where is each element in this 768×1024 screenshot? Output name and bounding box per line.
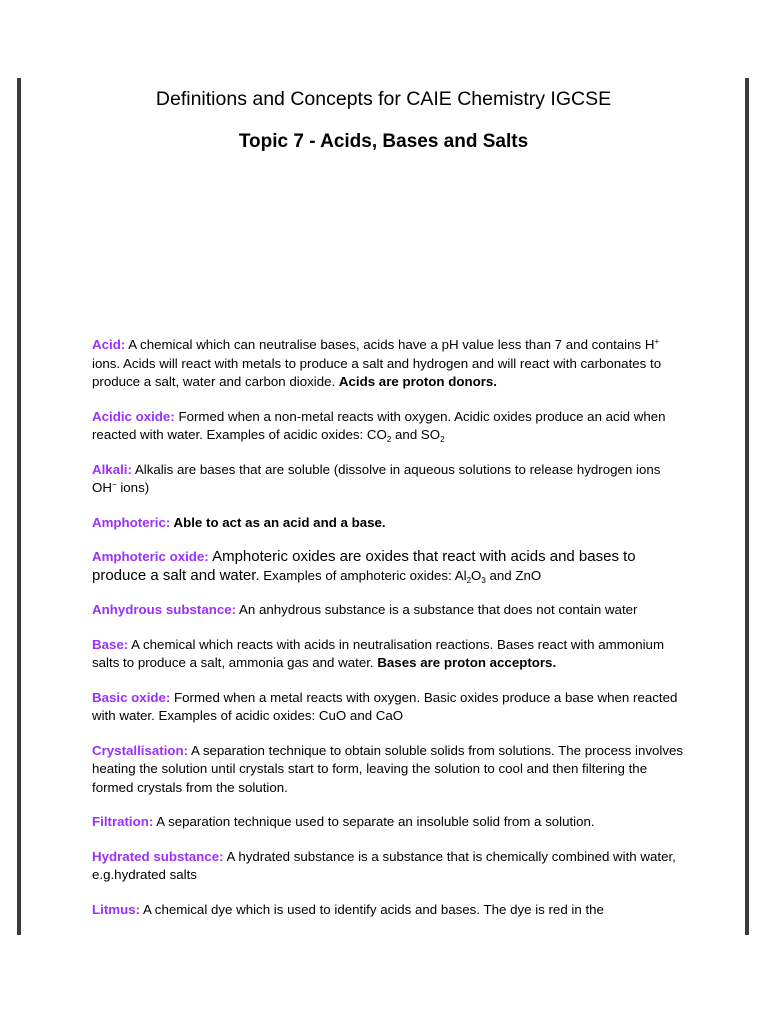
definition-acid: Acid: A chemical which can neutralise bases, acids have a pH value less than 7 and contains H+ ions. Acids will react with metals to produce a salt and hydrogen and will react with carbonates to produce a salt, water and carbon dioxide. Acids are proton donors. (92, 337, 662, 389)
definition-amphoteric: Amphoteric: Able to act as an acid and a base. (92, 514, 386, 530)
term-litmus: Litmus: (92, 901, 141, 917)
term-anhydrous-substance: Anhydrous substance: (92, 602, 237, 617)
definition-hydrated-substance: Hydrated substance: A hydrated substance is a substance that is chemically combined with water, e.g.hydrated salts (92, 848, 676, 882)
term-alkali: Alkali: (92, 461, 132, 477)
term-acidic-oxide: Acidic oxide: (92, 408, 175, 424)
document-page (22, 0, 745, 1024)
term-filtration: Filtration: (92, 814, 154, 829)
left-border (17, 78, 21, 935)
term-acid: Acid: (92, 337, 126, 352)
definition-alkali: Alkali: Alkalis are bases that are soluble (dissolve in aqueous solutions to release hydrogen ions OH− ions) (92, 461, 661, 495)
definitions-list (92, 336, 687, 935)
definition-amphoteric-oxide: Amphoteric oxide: Amphoteric oxides are oxides that react with acids and bases to produce a salt and water. Examples of amphoteric oxides: $Al_2O_3$ and ZnO (92, 548, 636, 585)
page-subtitle: Topic 7 - Acids, Bases and Salts (238, 131, 529, 152)
term-amphoteric-oxide: Amphoteric oxide: (92, 549, 209, 564)
term-amphoteric: Amphoteric: (92, 514, 171, 530)
definition-basic-oxide: Basic oxide: Formed when a metal reacts with oxygen. Basic oxides produce a base when reacted with water. Examples of acidic oxides: CuO and CaO (92, 689, 678, 723)
right-border (745, 78, 749, 935)
definition-base: Base: A chemical which reacts with acids in neutralisation reactions. Bases react with ammonium salts to produce a salt, ammonia gas and water. Bases are proton acceptors. (92, 636, 665, 670)
term-crystallisation: Crystallisation: (92, 742, 189, 758)
page-title: Definitions and Concepts for CAIE Chemistry IGCSE (155, 88, 612, 110)
definition-anhydrous-substance: Anhydrous substance: An anhydrous substance is a substance that does not contain water (92, 602, 638, 617)
definition-litmus: Litmus: A chemical dye which is used to identify acids and bases. The dye is red in the (92, 901, 604, 917)
term-basic-oxide: Basic oxide: (92, 689, 171, 705)
term-hydrated-substance: Hydrated substance: (92, 848, 224, 864)
term-base: Base: (92, 636, 129, 652)
definition-filtration: Filtration: A separation technique used to separate an insoluble solid from a solution. (92, 814, 595, 829)
definition-crystallisation: Crystallisation: A separation technique to obtain soluble solids from solutions. The process involves heating the solution until crystals start to form, leaving the solution to cool and then filtering the formed crystals from the solution. (92, 742, 684, 795)
definition-acidic-oxide: Acidic oxide: Formed when a non-metal reacts with oxygen. Acidic oxides produce an acid when reacted with water. Examples of acidic oxides: $CO_2$ and $SO_2$ (92, 408, 666, 444)
